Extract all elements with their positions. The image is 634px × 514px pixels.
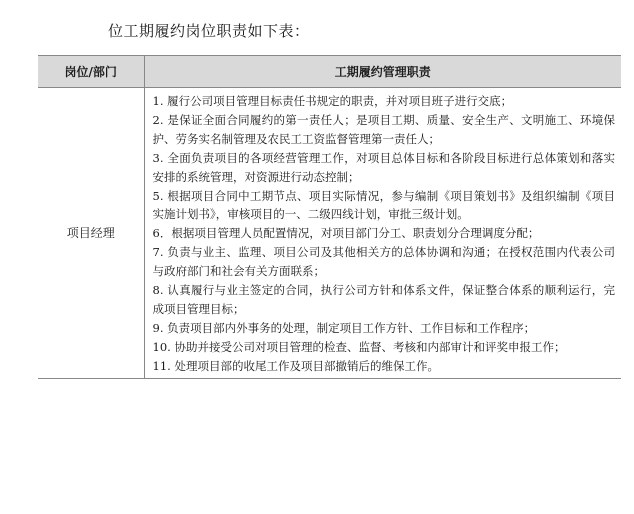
header-department: 岗位/部门: [38, 56, 144, 88]
duty-item: 1. 履行公司项目管理目标责任书规定的职责，并对项目班子进行交底；: [152, 94, 513, 108]
duty-item: 3. 全面负责项目的各项经营管理工作，对项目总体目标和各阶段目标进行总体策划和落实安排的系统管理，对资源进行动态控制；: [152, 150, 615, 184]
department-cell: 项目经理: [38, 88, 144, 379]
duty-item: 8. 认真履行与业主签定的合同，执行公司方针和体系文件，保证整合体系的顺利运行，完成项目管理目标；: [152, 283, 615, 316]
intro-text: 位工期履约岗位职责如下表：: [108, 22, 310, 40]
duty-item: 11. 处理项目部的收尾工作及项目部撤销后的维保工作。: [152, 358, 439, 373]
duty-table: [38, 55, 621, 379]
duty-item: 7. 负责与业主、监理、项目公司及其他相关方的总体协调和沟通；在授权范围内代表公司与政府部门和社会有关方面联系；: [152, 245, 615, 279]
duty-item: 9. 负责项目部内外事务的处理，制定项目工作方针、工作目标和工作程序；: [152, 320, 536, 335]
table-row: [38, 88, 621, 379]
duty-item: 5. 根据项目合同中工期节点、项目实际情况，参与编制《项目策划书》及组织编制《项目实施计划书》，审核项目的一、二级四线计划，审批三级计划。: [152, 188, 615, 222]
duty-item: 10. 协助并接受公司对项目管理的检查、监督、考核和内部审计和评奖申报工作；: [152, 339, 566, 354]
duty-item: 2. 是保证全面合同履约的第一责任人；是项目工期、质量、安全生产、文明施工、环境保护、劳务实名制管理及农民工工资监督管理第一责任人；: [152, 112, 615, 146]
duty-item: 6．根据项目管理人员配置情况，对项目部门分工、职责划分合理调度分配；: [152, 226, 540, 241]
header-duties: 工期履约管理职责: [144, 56, 621, 88]
table-header-row: [38, 56, 621, 88]
duties-cell: [144, 88, 621, 379]
